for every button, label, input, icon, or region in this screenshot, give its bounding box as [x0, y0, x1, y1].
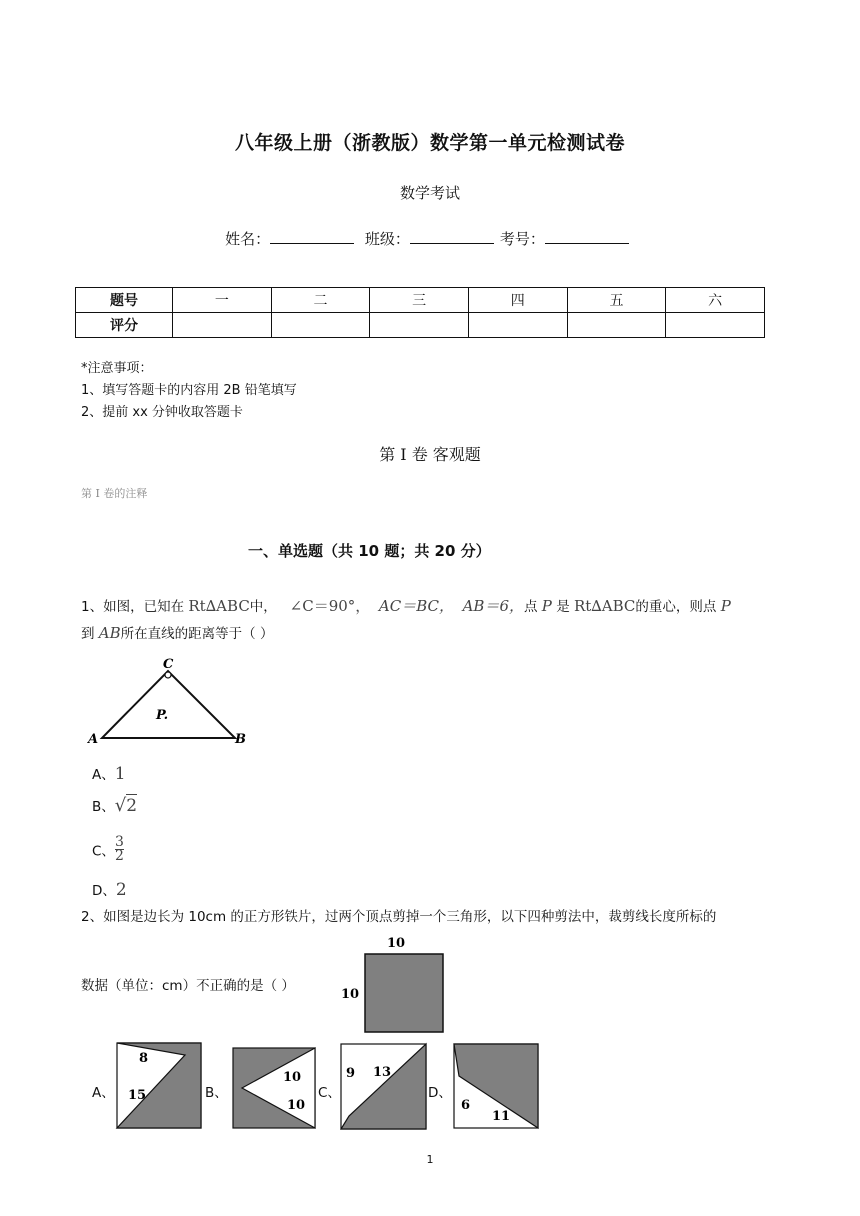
score-table-header-row [76, 288, 765, 313]
option-value: 2 [115, 880, 127, 900]
score-cell[interactable] [468, 313, 567, 338]
q1-rt-triangle: Rt∆ABC [573, 597, 636, 615]
q2-option-b-label[interactable]: B、 [205, 1085, 228, 1101]
cut-length-1: 6 [461, 1098, 471, 1113]
note-item: 2、提前 xx 分钟收取答题卡 [81, 405, 243, 420]
id-blank[interactable] [545, 229, 629, 244]
score-col-6: 六 [666, 288, 765, 313]
section-title: 第 I 卷 客观题 [379, 445, 481, 464]
page-title: 八年级上册（浙教版）数学第一单元检测试卷 [234, 132, 625, 154]
cut-length-2: 13 [373, 1065, 392, 1080]
cut-length-1: 10 [283, 1070, 302, 1085]
q1-prefix: 1、如图，已知在 [81, 599, 185, 615]
score-col-5: 五 [567, 288, 666, 313]
square-shape [365, 954, 443, 1032]
option-c[interactable] [92, 836, 124, 863]
score-cell[interactable] [271, 313, 370, 338]
option-a[interactable] [92, 763, 126, 784]
q1-eq2: AB＝6， [462, 597, 524, 615]
q2-option-a-figure[interactable] [114, 1041, 204, 1131]
triangle-figure [85, 655, 255, 750]
option-value: 1 [114, 764, 126, 784]
id-label: 考号： [499, 230, 545, 248]
row-label-question: 题号 [76, 288, 173, 313]
score-cell[interactable] [666, 313, 765, 338]
q1-text: 的重心，则点 [635, 599, 717, 615]
q1-point-p: P [541, 597, 552, 615]
option-value: 2 [126, 796, 138, 816]
row-label-score: 评分 [76, 313, 173, 338]
student-info-line [0, 228, 860, 249]
cut-length-2: 15 [128, 1088, 147, 1103]
fraction-denominator: 2 [114, 848, 124, 864]
page-subtitle: 数学考试 [399, 184, 460, 202]
name-blank[interactable] [270, 229, 354, 244]
question-1-text [81, 593, 781, 647]
option-label: B、 [92, 799, 115, 815]
option-label: D、 [92, 883, 116, 899]
q1-text: 所在直线的距离等于（ ） [120, 626, 274, 642]
q1-segment-ab: AB [98, 624, 121, 642]
score-col-1: 一 [173, 288, 272, 313]
q2-option-c-figure[interactable] [338, 1041, 430, 1131]
vertex-b-label: B [235, 732, 246, 747]
option-label: A、 [92, 767, 115, 783]
notes-heading: *注意事项： [81, 361, 153, 376]
q1-point-p: P [720, 597, 731, 615]
option-b[interactable] [92, 795, 137, 816]
q1-eq1: AC＝BC， [378, 597, 454, 615]
fraction [115, 836, 124, 863]
section-note: 第 I 卷的注释 [81, 487, 148, 500]
option-label: C、 [92, 843, 115, 860]
vertex-c-label: C [163, 657, 174, 672]
q2-option-d-figure[interactable] [450, 1041, 542, 1131]
q2-option-a-label[interactable]: A、 [92, 1085, 115, 1101]
triangle-shape [102, 671, 235, 738]
question-1-line-2 [81, 620, 781, 647]
class-label: 班级： [364, 230, 410, 248]
q1-text: 到 [81, 626, 95, 642]
score-col-3: 三 [370, 288, 469, 313]
fraction-numerator: 3 [114, 834, 124, 850]
option-d[interactable] [92, 879, 127, 900]
right-angle-mark [165, 672, 171, 678]
vertex-a-label: A [88, 732, 99, 747]
score-table [75, 287, 765, 338]
q1-angle: ∠C＝90°， [289, 597, 371, 615]
note-item: 1、填写答题卡的内容用 2B 铅笔填写 [81, 383, 297, 398]
score-col-2: 二 [271, 288, 370, 313]
cut-length-1: 8 [139, 1051, 149, 1066]
q1-text: 中， [249, 599, 277, 615]
page-number: 1 [426, 1153, 434, 1166]
cut-length-2: 10 [287, 1098, 306, 1113]
part-title: 一、单选题（共 10 题；共 20 分） [248, 542, 491, 560]
sqrt-symbol: √ [114, 795, 127, 816]
q1-rt-triangle: Rt∆ABC [188, 597, 250, 615]
cut-length-2: 11 [492, 1109, 511, 1124]
score-cell[interactable] [370, 313, 469, 338]
score-cell[interactable] [173, 313, 272, 338]
name-label: 姓名： [225, 230, 271, 248]
score-table-score-row [76, 313, 765, 338]
class-blank[interactable] [410, 229, 494, 244]
square-top-label: 10 [387, 936, 406, 951]
score-cell[interactable] [567, 313, 666, 338]
question-2-line-1: 2、如图是边长为 10cm 的正方形铁片，过两个顶点剪掉一个三角形，以下四种剪法中，裁剪线长度所标的 [81, 909, 717, 925]
notes-block [81, 358, 297, 424]
q1-text: 是 [556, 599, 570, 615]
score-col-4: 四 [468, 288, 567, 313]
square-left-label: 10 [341, 987, 360, 1002]
q2-option-c-label[interactable]: C、 [318, 1085, 341, 1101]
question-2-line-2: 数据（单位：cm）不正确的是（ ） [81, 978, 295, 994]
cut-length-1: 9 [346, 1066, 356, 1081]
square-figure [340, 933, 450, 1035]
q2-option-b-figure[interactable] [230, 1045, 320, 1131]
q2-option-d-label[interactable]: D、 [428, 1085, 452, 1101]
q1-text: 点 [524, 599, 538, 615]
question-1-line-1 [81, 593, 781, 620]
point-p-label: P. [156, 708, 169, 723]
